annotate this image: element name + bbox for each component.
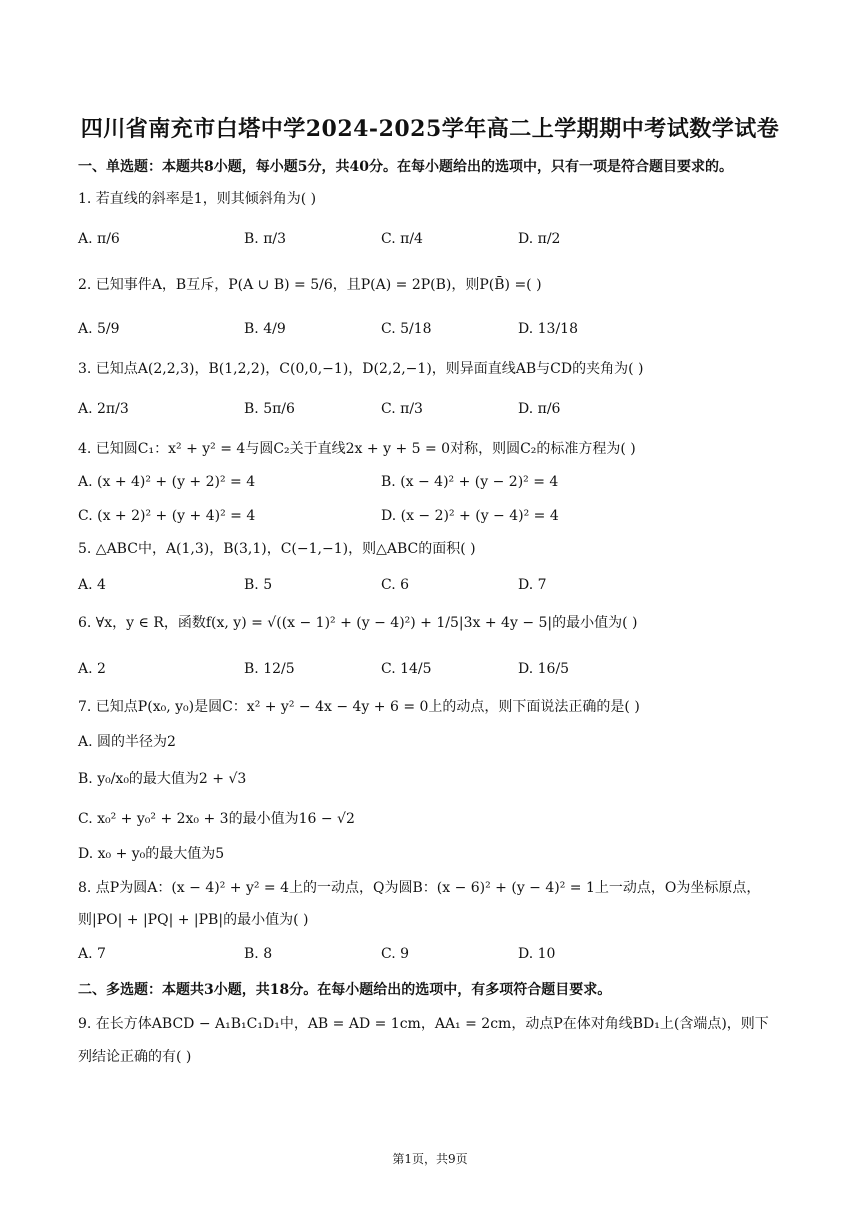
q2-option-c: C. 5/18 <box>381 321 432 337</box>
q4-option-a: A. (x + 4)² + (y + 2)² = 4 <box>78 474 256 490</box>
q1-stem: 1. 若直线的斜率是1，则其倾斜角为( ) <box>78 191 317 207</box>
q2-stem: 2. 已知事件A，B互斥，P(A ∪ B) = 5/6，且P(A) = 2P(B)，则P(B̄) =( ) <box>78 277 542 293</box>
q4-option-c: C. (x + 2)² + (y + 4)² = 4 <box>78 508 256 524</box>
q6-option-d: D. 16/5 <box>518 661 570 677</box>
q1-option-d: D. π/2 <box>518 231 561 247</box>
q2-option-d: D. 13/18 <box>518 321 578 337</box>
q3-option-a: A. 2π/3 <box>78 401 129 417</box>
q3-option-c: C. π/3 <box>381 401 423 417</box>
q7-stem: 7. 已知点P(x₀, y₀)是圆C：x² + y² − 4x − 4y + 6 = 0上的动点，则下面说法正确的是( ) <box>78 699 640 715</box>
q7-option-d: D. x₀ + y₀的最大值为5 <box>78 846 225 862</box>
q9-stem-line-2: 列结论正确的有( ) <box>78 1049 192 1065</box>
q8-option-c: C. 9 <box>381 946 410 962</box>
q5-option-b: B. 5 <box>244 577 273 593</box>
q7-option-b: B. y₀/x₀的最大值为2 + √3 <box>78 771 247 787</box>
q4-option-b: B. (x − 4)² + (y − 2)² = 4 <box>381 474 559 490</box>
q1-option-a: A. π/6 <box>78 231 120 247</box>
q5-stem: 5. △ABC中，A(1,3)，B(3,1)，C(−1,−1)，则△ABC的面积( ) <box>78 541 476 557</box>
q1-option-b: B. π/3 <box>244 231 287 247</box>
q6-option-b: B. 12/5 <box>244 661 295 677</box>
q8-option-b: B. 8 <box>244 946 273 962</box>
page-footer: 第1页，共9页 <box>392 1152 468 1166</box>
q4-option-d: D. (x − 2)² + (y − 4)² = 4 <box>381 508 559 524</box>
q6-stem: 6. ∀x，y ∈ R，函数f(x, y) = √((x − 1)² + (y − 4)²) + 1/5|3x + 4y − 5|的最小值为( ) <box>78 615 638 631</box>
q8-option-a: A. 7 <box>78 946 106 962</box>
q8-stem-line-2: 则|PO| + |PQ| + |PB|的最小值为( ) <box>78 912 309 928</box>
q8-stem-line-1: 8. 点P为圆A：(x − 4)² + y² = 4上的一动点，Q为圆B：(x − 6)² + (y − 4)² = 1上一动点，O为坐标原点， <box>78 880 761 896</box>
q2-option-b: B. 4/9 <box>244 321 286 337</box>
q6-option-c: C. 14/5 <box>381 661 432 677</box>
q7-option-c: C. x₀² + y₀² + 2x₀ + 3的最小值为16 − √2 <box>78 811 355 827</box>
q5-option-d: D. 7 <box>518 577 547 593</box>
section-2-heading: 二、多选题：本题共3小题，共18分。在每小题给出的选项中，有多项符合题目要求。 <box>78 982 612 998</box>
q8-option-d: D. 10 <box>518 946 556 962</box>
q3-option-b: B. 5π/6 <box>244 401 295 417</box>
exam-title: 四川省南充市白塔中学2024-2025学年高二上学期期中考试数学试卷 <box>80 116 780 142</box>
q2-option-a: A. 5/9 <box>78 321 120 337</box>
q9-stem-line-1: 9. 在长方体ABCD − A₁B₁C₁D₁中，AB = AD = 1cm，AA₁ = 2cm，动点P在体对角线BD₁上(含端点)，则下 <box>78 1016 769 1032</box>
q5-option-a: A. 4 <box>78 577 106 593</box>
q3-option-d: D. π/6 <box>518 401 561 417</box>
section-1-heading: 一、单选题：本题共8小题，每小题5分，共40分。在每小题给出的选项中，只有一项是符合题目要求的。 <box>78 159 733 175</box>
q3-stem: 3. 已知点A(2,2,3)，B(1,2,2)，C(0,0,−1)，D(2,2,−1)，则异面直线AB与CD的夹角为( ) <box>78 361 644 377</box>
q7-option-a: A. 圆的半径为2 <box>78 734 176 750</box>
q1-option-c: C. π/4 <box>381 231 423 247</box>
q6-option-a: A. 2 <box>78 661 106 677</box>
q5-option-c: C. 6 <box>381 577 410 593</box>
q4-stem: 4. 已知圆C₁：x² + y² = 4与圆C₂关于直线2x + y + 5 = 0对称，则圆C₂的标准方程为( ) <box>78 441 636 457</box>
